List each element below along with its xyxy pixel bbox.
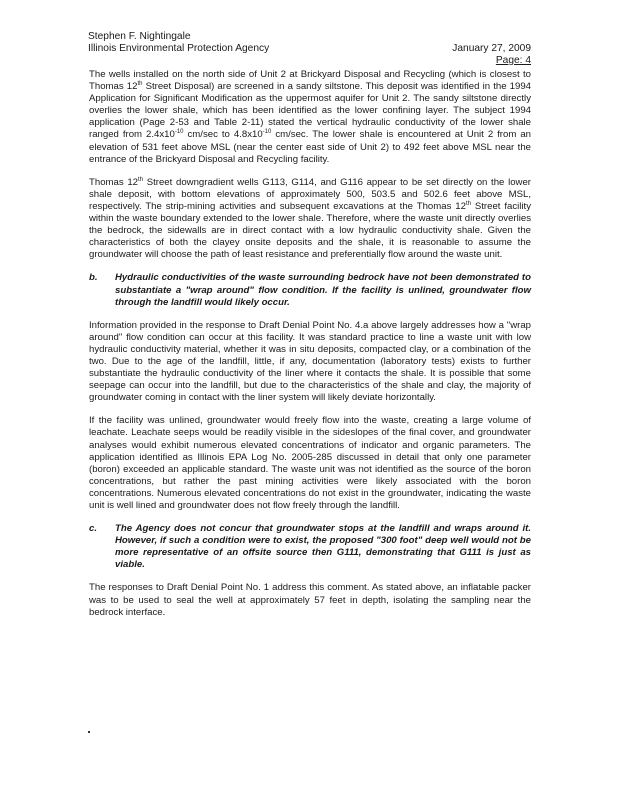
paragraph-packer-response: The responses to Draft Denial Point No. 1 address this comment. As stated above, an inflatable packer was to be used to seal the well at approximately 57 feet in depth, isolating the sampling near the bedrock interface.	[89, 582, 531, 618]
comment-b-text: Hydraulic conductivities of the waste surrounding bedrock have not been demonstrated to substantiate a "wrap around" flow condition. If the facility is unlined, groundwater flow through the landfill would likely occur.	[115, 272, 531, 308]
comment-c-label: c.	[89, 523, 98, 535]
page-number: Page: 4	[495, 55, 531, 66]
paragraph-downgradient-wells: Thomas 12th Street downgradient wells G113, G114, and G116 appear to be set directly on the lower shale deposit, with bottom elevations of approximately 500, 503.5 and 502.6 feet above MSL, respectively. The strip-mining activities and subsequent excavations at the Thomas 12th Street facility within the waste boundary extended to the lower shale. Therefore, where the waste unit directly overlies the bedrock, the sidewalls are in direct contact with a low hydraulic conductivity shale. Given the characteristics of both the clayey onsite deposits and the shale, it is reasonable to assume the groundwater will choose the path of least resistance and preferentially flow around the waste unit.	[89, 176, 531, 261]
comment-b	[89, 272, 531, 308]
letter-header-right	[452, 43, 531, 67]
document-body	[89, 69, 531, 630]
stray-mark	[88, 731, 90, 733]
agency-name: Illinois Environmental Protection Agency	[88, 43, 270, 54]
comment-b-label: b.	[89, 272, 98, 284]
letter-date: January 27, 2009	[452, 43, 531, 54]
paragraph-unit2-wells: The wells installed on the north side of Unit 2 at Brickyard Disposal and Recycling (which is closest to Thomas 12th Street Disposal) are screened in a sandy siltstone. This deposit was identified in the 1994 Application for Significant Modification as the uppermost aquifer for Unit 2. The sandy siltstone directly overlies the lower shale, which has been identified as the lower confining layer. The subject 1994 application (Page 2-53 and Table 2-11) stated the vertical hydraulic conductivity of the lower shale ranged from $2.4x10^{-10}$ cm/sec to $4.8x10^{-10}$ cm/sec. The lower shale is encountered at Unit 2 from an elevation of 531 feet above MSL (near the center east side of Unit 2) to 492 feet above MSL near the entrance of the Brickyard Disposal and Recycling facility.	[89, 69, 531, 165]
paragraph-wrap-around: Information provided in the response to Draft Denial Point No. 4.a above largely addresses how a "wrap around" flow condition can occur at this facility. It was standard practice to line a waste unit with low hydraulic conductivity material, whether it was in situ deposits, compacted clay, or a combination of the two. Due to the age of the landfill, little, if any, documentation (laboratory tests) exists to further substantiate the hydraulic conductivity of the liner where it contacts the shale. It is possible that some seepage can occur into the landfill, but due to the characteristics of the shale and clay, the majority of groundwater coming in contact with the liner system will likely deviate horizontally.	[89, 319, 531, 404]
paragraph-unlined-facility: If the facility was unlined, groundwater would freely flow into the waste, creating a large volume of leachate. Leachate seeps would be readily visible in the sideslopes of the final cover, and groundwater analyses would exhibit numerous elevated concentrations of indicator and organic parameters. The application identified as Illinois EPA Log No. 2005-285 discussed in detail that only one parameter (boron) exceeded an applicable standard. The waste unit was not identified as the source of the boron concentrations, but rather the past mining activities were likely associated with the boron concentrations. Numerous elevated concentrations do not exist in the groundwater, indicating the waste unit is well lined and groundwater does not flow freely through the landfill.	[89, 415, 531, 511]
letter-header-left	[88, 31, 269, 55]
comment-c-text: The Agency does not concur that groundwater stops at the landfill and wraps around it. However, if such a condition were to exist, the proposed "300 foot" deep well would not be more representative of an offsite source then G111, demonstrating that G111 is just as viable.	[115, 523, 531, 571]
author-name: Stephen F. Nightingale	[88, 31, 191, 42]
comment-c	[89, 523, 531, 571]
